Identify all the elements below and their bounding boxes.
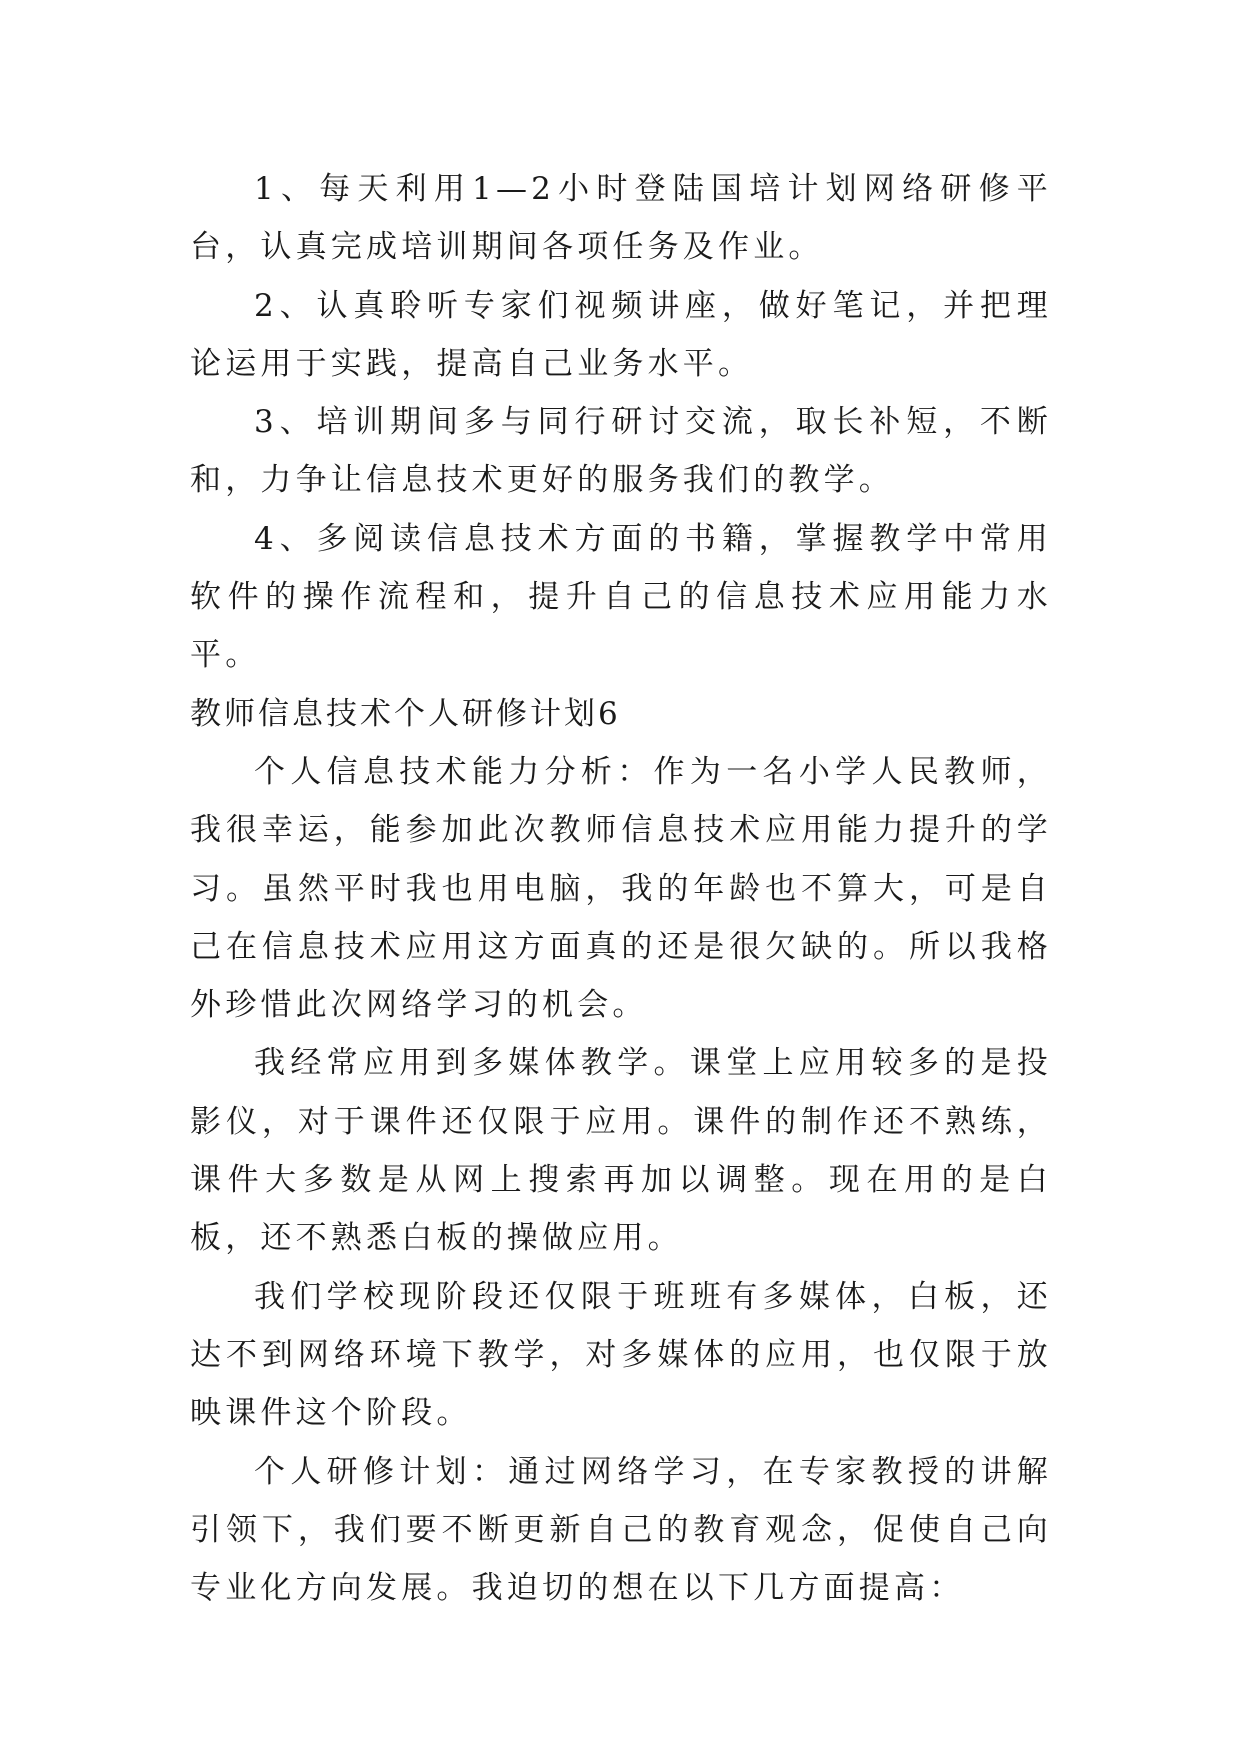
plan-item-1: 1、每天利用1—2小时登陆国培计划网络研修平台，认真完成培训期间各项任务及作业。 — [190, 171, 1052, 266]
plan-item-3: 3、培训期间多与同行研讨交流，取长补短，不断和，力争让信息技术更好的服务我们的教学。 — [190, 404, 1052, 499]
plan-item-4: 4、多阅读信息技术方面的书籍，掌握教学中常用软件的操作流程和，提升自己的信息技术应用能力水平。 — [190, 520, 1052, 674]
school-status-paragraph: 我们学校现阶段还仅限于班班有多媒体，白板，还达不到网络环境下教学，对多媒体的应用，也仅限于放映课件这个阶段。 — [190, 1278, 1052, 1432]
ability-analysis-paragraph: 个人信息技术能力分析：作为一名小学人民教师，我很幸运，能参加此次教师信息技术应用能力提升的学习。虽然平时我也用电脑，我的年龄也不算大，可是自己在信息技术应用这方面真的还是很欠缺的。所以我格外珍惜此次网络学习的机会。 — [190, 753, 1052, 1024]
study-plan-paragraph: 个人研修计划：通过网络学习，在专家教授的讲解引领下，我们要不断更新自己的教育观念，促使自己向专业化方向发展。我迫切的想在以下几方面提高： — [190, 1453, 1052, 1607]
plan-item-2: 2、认真聆听专家们视频讲座，做好笔记，并把理论运用于实践，提高自己业务水平。 — [190, 287, 1052, 382]
multimedia-usage-paragraph: 我经常应用到多媒体教学。课堂上应用较多的是投影仪，对于课件还仅限于应用。课件的制作还不熟练，课件大多数是从网上搜索再加以调整。现在用的是白板，还不熟悉白板的操做应用。 — [190, 1045, 1052, 1257]
document-body — [190, 160, 1052, 1617]
section-heading: 教师信息技术个人研修计划6 — [190, 695, 621, 732]
